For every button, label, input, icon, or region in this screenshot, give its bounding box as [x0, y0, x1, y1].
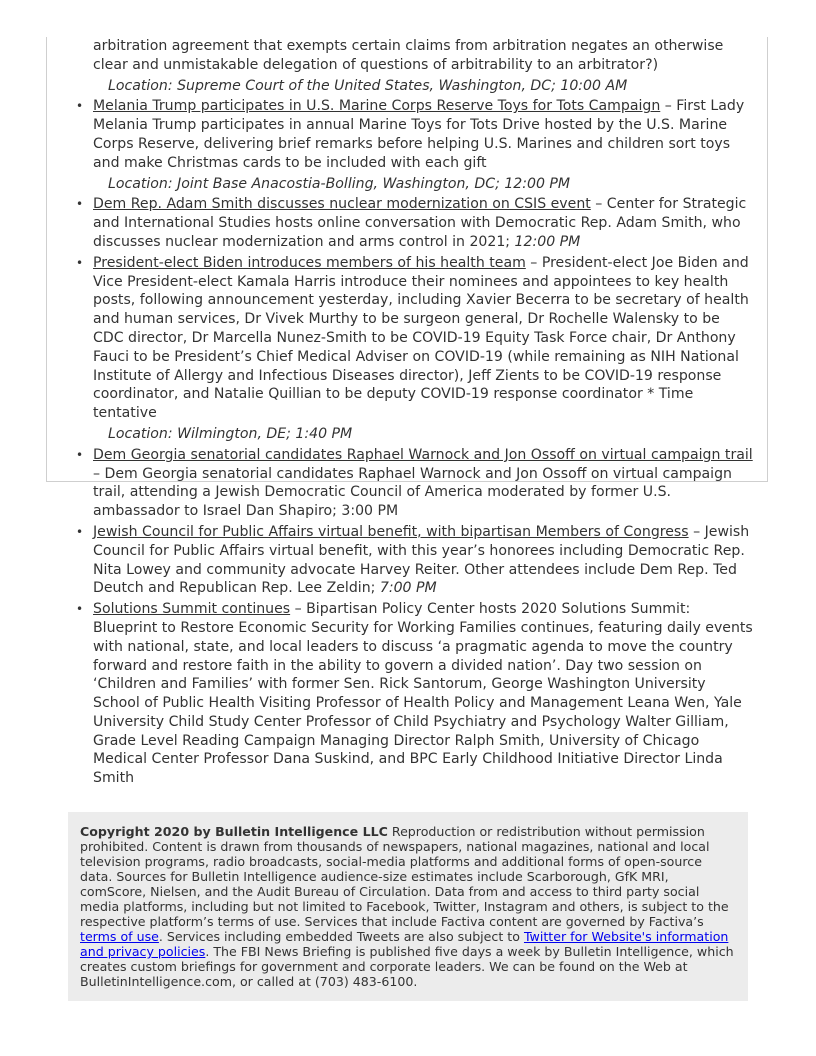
- bullet-icon: •: [76, 447, 84, 462]
- list-item: [76, 97, 753, 193]
- event-description: – First Lady Melania Trump participates in annual Marine Toys for Tots Drive hosted by the U.S. Marine Corps Reserve, delivering brief remarks before helping U.S. Marines and children sort toys and make Christmas cards to be included with each gift: [93, 98, 745, 171]
- footer-text: Reproduction or redistribution without permission prohibited. Content is drawn from thousands of newspapers, national magazines, national and local television programs, radio broadcasts, social-media platforms and additional forms of open-source data. Sources for Bulletin Intelligence audience-size estimates include Scarborough, GfK MRI, comScore, Nielsen, and the Audit Bureau of Circulation. Data from and access to third party social media platforms, including but not limited to Facebook, Twitter, Instagram and others, is subject to the respective platform’s terms of use. Services that include Factiva content are governed by Factiva’s: [80, 824, 729, 929]
- event-schedule: [76, 37, 753, 790]
- event-description: – Center for Strategic and International Studies hosts online conversation with Democratic Rep. Adam Smith, who discusses nuclear modernization and arms control in 2021;: [93, 196, 747, 250]
- event-description: – Dem Georgia senatorial candidates Raphael Warnock and Jon Ossoff on virtual campaign trail, attending a Jewish Democratic Council of America moderated by former U.S. ambassador to Israel Dan Shapiro; 3:00 PM: [93, 465, 732, 520]
- event-title-link[interactable]: Jewish Council for Public Affairs virtual benefit, with bipartisan Members of Congress: [93, 523, 689, 540]
- copyright-footer: [68, 812, 748, 1001]
- footer-text: . The FBI News Briefing is published five days a week by Bulletin Intelligence, which creates custom briefings for government and corporate leaders. We can be found on the Web at BulletinIntelligence.com, or called at (703) 483-6100.: [80, 944, 734, 989]
- list-item: [76, 195, 753, 251]
- event-title-link[interactable]: Solutions Summit continues: [93, 601, 291, 618]
- event-location: Location: Joint Base Anacostia-Bolling, Washington, DC; 12:00 PM: [108, 175, 571, 192]
- list-item: [76, 446, 753, 521]
- bullet-icon: •: [76, 602, 84, 617]
- event-location: Location: Wilmington, DE; 1:40 PM: [108, 425, 353, 442]
- terms-of-use-link[interactable]: terms of use: [80, 929, 159, 944]
- event-time: 12:00 PM: [514, 233, 581, 250]
- event-description: – Bipartisan Policy Center hosts 2020 Solutions Summit: Blueprint to Restore Economic Security for Working Families continues, featuring daily events with national, state, and local leaders to discuss ‘a pragmatic agenda to move the country forward and restore faith in the ability to govern a divided nation’. Day two session on ‘Children and Families’ with former Sen. Rick Santorum, George Washington University School of Public Health Visiting Professor of Health Policy and Management Leana Wen, Yale University Child Study Center Professor of Child Psychiatry and Psychology Walter Gilliam, Grade Level Reading Campaign Managing Director Ralph Smith, University of Chicago Medical Center Professor Dana Suskind, and BPC Early Childhood Initiative Director Linda Smith: [93, 601, 753, 787]
- event-location: Location: Supreme Court of the United States, Washington, DC; 10:00 AM: [108, 77, 628, 94]
- footer-text: . Services including embedded Tweets are also subject to: [158, 929, 524, 944]
- copyright-heading: Copyright 2020 by Bulletin Intelligence LLC: [80, 824, 388, 839]
- bullet-icon: •: [76, 255, 84, 270]
- event-time: 7:00 PM: [379, 580, 437, 597]
- event-title-link[interactable]: President-elect Biden introduces members of his health team: [93, 254, 526, 271]
- continuation-text: arbitration agreement that exempts certain claims from arbitration negates an otherwise clear and unmistakable delegation of questions of arbitrability to an arbitrator?): [93, 38, 724, 73]
- bullet-icon: •: [76, 524, 84, 539]
- bullet-icon: •: [76, 197, 84, 212]
- event-list: [76, 97, 753, 788]
- list-item: [76, 254, 753, 444]
- event-title-link[interactable]: Melania Trump participates in U.S. Marine Corps Reserve Toys for Tots Campaign: [93, 98, 661, 115]
- event-description: – Jewish Council for Public Affairs virtual benefit, with this year’s honorees including Democratic Rep. Nita Lowey and community advocate Harvey Reiter. Other attendees include Dem Rep. Ted Deutch and Republican Rep. Lee Zeldin;: [93, 523, 750, 597]
- twitter-policies-link[interactable]: Twitter for Website's information and privacy policies: [80, 929, 729, 959]
- event-title-link[interactable]: Dem Georgia senatorial candidates Raphael Warnock and Jon Ossoff on virtual campaign trail: [93, 446, 753, 463]
- bullet-icon: •: [76, 99, 84, 114]
- event-title-link[interactable]: Dem Rep. Adam Smith discusses nuclear modernization on CSIS event: [93, 196, 591, 213]
- list-item: [76, 600, 753, 788]
- event-description: – President-elect Joe Biden and Vice President-elect Kamala Harris introduce their nominees and appointees to key health posts, following announcement yesterday, including Xavier Becerra to be secretary of health and human services, Dr Vivek Murthy to be surgeon general, Dr Rochelle Walensky to be CDC director, Dr Marcella Nunez-Smith to be COVID-19 Equity Task Force chair, Dr Anthony Fauci to be President’s Chief Medical Adviser on COVID-19 (while remaining as NIH National Institute of Allergy and Infectious Diseases director), Jeff Zients to be COVID-19 response coordinator, and Natalie Quillian to be deputy COVID-19 response coordinator * Time tentative: [93, 254, 749, 422]
- list-item: [76, 523, 753, 598]
